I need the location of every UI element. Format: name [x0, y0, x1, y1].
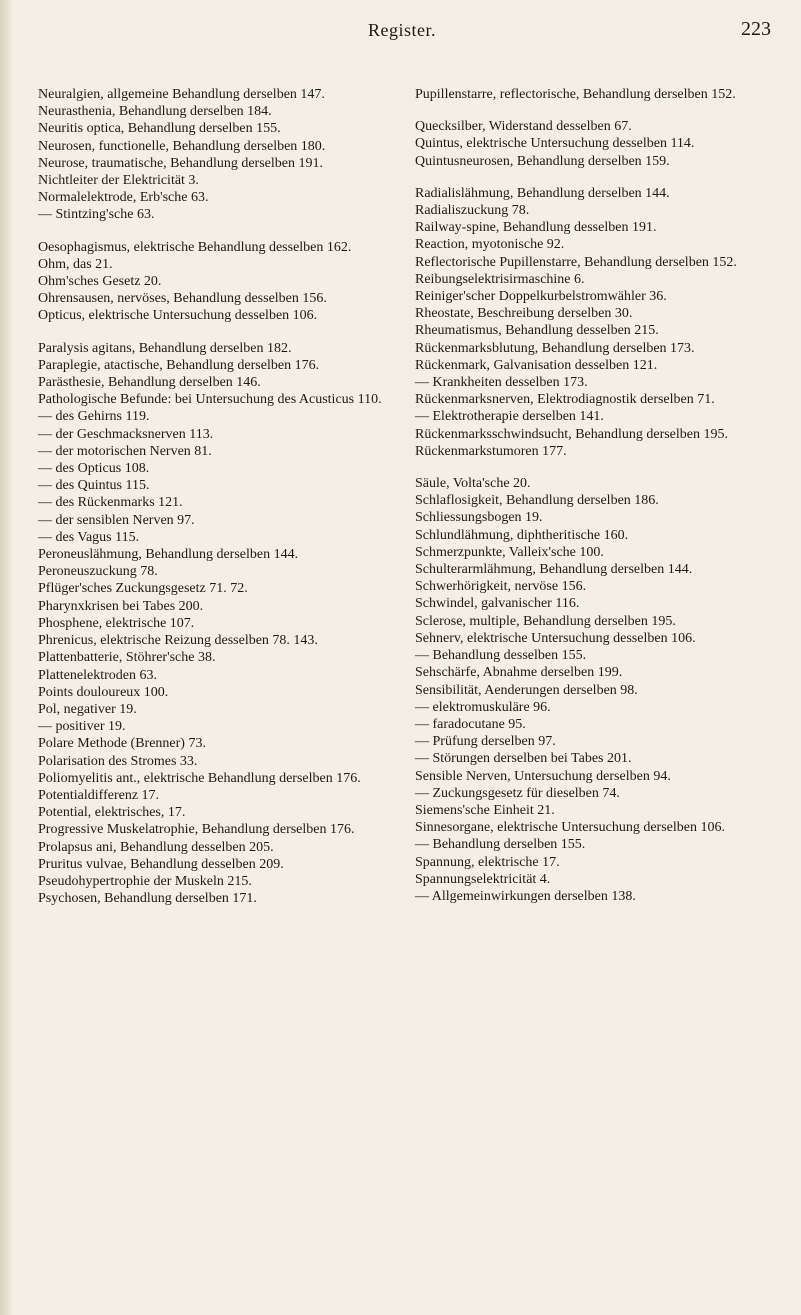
index-entry: Polarisation des Stromes 33. [38, 753, 198, 769]
index-letter-group [415, 118, 785, 170]
index-entry: Pflüger'sches Zuckungsgesetz 71. 72. [38, 581, 248, 597]
index-entry: Opticus, elektrische Untersuchung desselben 106. [38, 308, 318, 324]
index-entry: Sehschärfe, Abnahme derselben 199. [415, 665, 623, 681]
index-entry: Ohm'sches Gesetz 20. [38, 274, 162, 290]
index-entry: Schlaflosigkeit, Behandlung derselben 186. [415, 493, 659, 509]
index-entry: — des Rückenmarks 121. [38, 495, 183, 511]
index-entry: Schlundlähmung, diphtheritische 160. [415, 527, 629, 543]
index-entry: Pruritus vulvae, Behandlung desselben 209. [38, 856, 284, 872]
index-entry: Polare Methode (Brenner) 73. [38, 736, 206, 752]
index-entry: Poliomyelitis ant., elektrische Behandlung derselben 176. [38, 770, 361, 786]
index-entry: Plattenbatterie, Stöhrer'sche 38. [38, 650, 216, 666]
index-entry: Quintusneurosen, Behandlung derselben 159. [415, 153, 670, 169]
index-entry: — elektromuskuläre 96. [415, 699, 551, 715]
index-entry: Sehnerv, elektrische Untersuchung desselben 106. [415, 630, 696, 646]
index-entry: Psychosen, Behandlung derselben 171. [38, 891, 257, 907]
index-entry: Radialiszuckung 78. [415, 203, 530, 219]
index-entry: — positiver 19. [38, 719, 126, 735]
index-entry: Normalelektrode, Erb'sche 63. [38, 190, 209, 206]
index-entry: Neuralgien, allgemeine Behandlung derselben 147. [38, 87, 325, 102]
index-entry: Sinnesorgane, elektrische Untersuchung derselben 106. [415, 820, 725, 836]
index-letter-group [38, 239, 390, 325]
index-entry: Rückenmarkstumoren 177. [415, 443, 567, 459]
index-entry: Schulterarmlähmung, Behandlung derselben 144. [415, 562, 693, 578]
index-entry: Pupillenstarre, reflectorische, Behandlung derselben 152. [415, 87, 736, 102]
index-entry: Neurosen, functionelle, Behandlung derselben 180. [38, 138, 326, 154]
index-entry: — der motorischen Nerven 81. [38, 443, 212, 459]
index-letter-group [38, 340, 390, 908]
index-entry: Potential, elektrisches, 17. [38, 805, 186, 821]
index-entry: Schmerzpunkte, Valleix'sche 100. [415, 544, 604, 560]
index-letter-group [415, 86, 785, 103]
index-entry: Rückenmark, Galvanisation desselben 121. [415, 357, 658, 373]
index-entry: Potentialdifferenz 17. [38, 787, 160, 803]
index-entry: Paraplegie, atactische, Behandlung derselben 176. [38, 357, 320, 373]
index-entry: Spannungselektricität 4. [415, 871, 551, 887]
index-entry: Neuritis optica, Behandlung derselben 155. [38, 121, 281, 137]
index-entry: Schwerhörigkeit, nervöse 156. [415, 579, 587, 595]
index-entry: — des Gehirns 119. [38, 409, 150, 425]
index-entry: Reibungselektrisirmaschine 6. [415, 271, 585, 287]
index-entry: Sensibilität, Aenderungen derselben 98. [415, 682, 638, 698]
index-entry: Reaction, myotonische 92. [415, 237, 565, 253]
index-entry: — Elektrotherapie derselben 141. [415, 409, 604, 425]
index-entry: Sclerose, multiple, Behandlung derselben 195. [415, 613, 676, 629]
index-entry: Neurasthenia, Behandlung derselben 184. [38, 104, 272, 120]
index-entry: Pathologische Befunde: bei Untersuchung des Acusticus 110. [38, 392, 382, 408]
index-entry: — Allgemeinwirkungen derselben 138. [415, 888, 636, 904]
running-title: Register. [368, 20, 436, 40]
index-entry: Parästhesie, Behandlung derselben 146. [38, 375, 261, 391]
index-entry: Railway-spine, Behandlung desselben 191. [415, 220, 657, 236]
index-entry: Reiniger'scher Doppelkurbelstromwähler 36. [415, 289, 667, 305]
index-entry: Pharynxkrisen bei Tabes 200. [38, 598, 204, 614]
index-entry: Rückenmarksschwindsucht, Behandlung derselben 195. [415, 426, 728, 442]
index-letter-group [38, 86, 390, 224]
index-entry: Oesophagismus, elektrische Behandlung desselben 162. [38, 239, 352, 255]
index-entry: Siemens'sche Einheit 21. [415, 802, 555, 818]
index-column-left [38, 86, 390, 922]
index-entry: — faradocutane 95. [415, 716, 526, 732]
index-entry: Rheumatismus, Behandlung desselben 215. [415, 323, 659, 339]
index-entry: Pol, negativer 19. [38, 701, 137, 717]
page-number: 223 [741, 18, 771, 40]
index-entry: — Behandlung derselben 155. [415, 837, 586, 853]
index-entry: Phosphene, elektrische 107. [38, 615, 195, 631]
index-entry: Radialislähmung, Behandlung derselben 144. [415, 185, 670, 201]
index-entry: Prolapsus ani, Behandlung desselben 205. [38, 839, 274, 855]
index-entry: Reflectorische Pupillenstarre, Behandlung derselben 152. [415, 254, 737, 270]
index-letter-group [415, 475, 785, 905]
index-entry: Säule, Volta'sche 20. [415, 476, 531, 492]
index-column-right [415, 86, 785, 920]
index-entry: Peroneuszuckung 78. [38, 564, 158, 580]
index-entry: Rückenmarksblutung, Behandlung derselben 173. [415, 340, 695, 356]
index-entry: Points douloureux 100. [38, 684, 169, 700]
index-entry: Spannung, elektrische 17. [415, 854, 560, 870]
index-entry: — Prüfung derselben 97. [415, 734, 556, 750]
index-entry: — Störungen derselben bei Tabes 201. [415, 751, 632, 767]
index-entry: Progressive Muskelatrophie, Behandlung derselben 176. [38, 822, 355, 838]
index-entry: Neurose, traumatische, Behandlung derselben 191. [38, 155, 323, 171]
index-entry: Ohrensausen, nervöses, Behandlung desselben 156. [38, 291, 327, 307]
index-entry: Pseudohypertrophie der Muskeln 215. [38, 873, 252, 889]
index-entry: Sensible Nerven, Untersuchung derselben 94. [415, 768, 671, 784]
index-entry: — der sensiblen Nerven 97. [38, 512, 195, 528]
index-entry: Ohm, das 21. [38, 256, 113, 272]
index-entry: Schliessungsbogen 19. [415, 510, 543, 526]
index-entry: — des Quintus 115. [38, 478, 150, 494]
index-entry: Schwindel, galvanischer 116. [415, 596, 580, 612]
index-entry: Quintus, elektrische Untersuchung desselben 114. [415, 136, 695, 152]
index-entry: Rückenmarksnerven, Elektrodiagnostik derselben 71. [415, 392, 715, 408]
index-entry: Rheostate, Beschreibung derselben 30. [415, 306, 633, 322]
index-entry: — Zuckungsgesetz für dieselben 74. [415, 785, 620, 801]
index-entry: — Krankheiten desselben 173. [415, 375, 588, 391]
index-entry: — Behandlung desselben 155. [415, 648, 587, 664]
index-entry: Phrenicus, elektrische Reizung desselben 78. 143. [38, 633, 318, 649]
index-entry: Paralysis agitans, Behandlung derselben 182. [38, 340, 292, 356]
index-letter-group [415, 185, 785, 460]
index-entry: — Stintzing'sche 63. [38, 207, 155, 223]
page-header [0, 14, 801, 44]
index-entry: — der Geschmacksnerven 113. [38, 426, 214, 442]
index-entry: Quecksilber, Widerstand desselben 67. [415, 119, 632, 135]
page-edge-shadow [0, 0, 14, 1315]
index-entry: — des Vagus 115. [38, 529, 140, 545]
index-entry: Nichtleiter der Elektricität 3. [38, 173, 199, 189]
index-entry: Plattenelektroden 63. [38, 667, 157, 683]
index-entry: Peroneuslähmung, Behandlung derselben 144. [38, 547, 299, 563]
index-entry: — des Opticus 108. [38, 461, 150, 477]
